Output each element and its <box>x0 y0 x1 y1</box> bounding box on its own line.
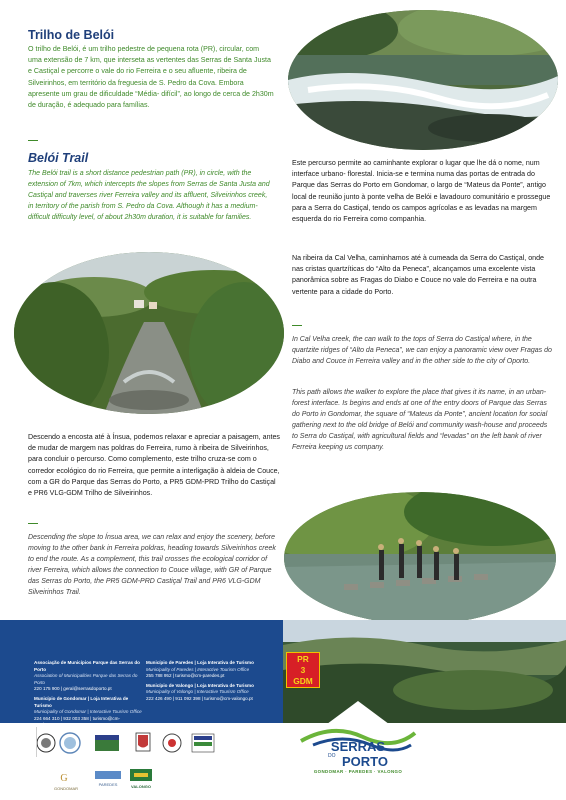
left-en-paragraph: Descending the slope to Ínsua area, we can relax and enjoy the scenery, before moving to the other bank in Ferreira poldras, heading towards Silveirinhos creek to end the route. As a complement, this trail crosses the ecological corridor of river Ferreira, which allows the connection to Couce village, with GR of Parque das Serras do Porto, the PR5 GDM-PRD Castiçal Trail and PR6 VLG-GDM Silveirinhos Trail. <box>28 534 276 597</box>
section-title-pt: Trilho de Belói <box>28 28 115 42</box>
left-pt-paragraph: Descendo a encosta até à Ínsua, podemos relaxar e apreciar a paisagem, antes de mudar de margem nas poldras do Ferreira, rumo à ribeira de Silveirinhos, para concluir o percurso. Como complemento, este trilho cruza-se com o corredor ecológico do rio Ferreira, que permite a interligação à aldeia de Couce, com a GR do Parque das Serras do Porto, a PR5 GDM-PRD Trilho do Castiçal e PR6 VLG-GDM Trilho de Silveirinhos. <box>28 433 280 498</box>
contact-name: Associação de Municípios Parque das Serras do Porto <box>34 660 140 672</box>
contact-block-1 <box>34 660 144 729</box>
right-pt-paragraph-2: Na ribeira da Cal Velha, caminhamos até à cumeada da Serra do Castiçal, onde nas cristas quartzíticas do “Alto da Peneca”, alcançamos uma excelente vista panorâmica sobre as Fragas do Diabo e Couce no vale do Ferreira e na outra vertente para a cidade do Porto. <box>292 254 544 296</box>
svg-text:G: G <box>60 773 68 784</box>
intro-en: The Belói trail is a short distance pedestrian path (PR), in circle, with the extension of 7km, which intercepts the slopes from Serras de Santa Justa and Castiçal and traverses river Ferreira valley and its affluent, Silveirinhos creek, in territory of the parish from S. Pedro da Cova. Although it has a medium-difficult difficulty level, of about 2h30m duration, it is suitable for families. <box>28 170 270 222</box>
hikers-crossing-photo <box>284 492 556 624</box>
pr-trail-badge <box>286 652 320 688</box>
contact-block-2 <box>146 660 266 703</box>
pr-badge-line: GDM <box>293 675 313 686</box>
intro-pt: O trilho de Belói, é um trilho pedestre de pequena rota (PR), circular, com uma extensão de 7 km, que interseta as vertentes das Serras de Santa Justa e Castiçal e percorre o vale do rio Ferreira e o seu afluente, ribeira de Silveirinhos, em território da freguesia de S. Pedro da Cova. Embora apresente um grau de dificuldade “Média- difícil”, ao longo de cerca de 2h30m de duração, é adequado para famílias. <box>28 45 274 110</box>
europe-flag-logo <box>95 735 119 751</box>
trail-label-subtitle: REDE DE PERCURSOS PEDESTRES <box>451 752 543 757</box>
right-pt-paragraph-1: Este percurso permite ao caminhante explorar o lugar que lhe dá o nome, num interface urbano- florestal. Inicia-se e termina numa das portas de entrada do Parque das Serras do Porto em Gondomar, o largo de “Mateus da Ponte”, antigo local de reunião junto à ponte velha de Belói e lavadouro comunitário e prossegue para a Serra do Castiçal, tendo os campos agrícolas e as levadas na margem esquerda do rio Ferreira como companhia. <box>292 159 551 224</box>
brand-name-line1: SERRAS <box>330 739 386 754</box>
contact-phone: 222 426 490 | 911 092 398 | turismo@cm-valongo.pt <box>146 695 253 701</box>
circle-logo-2 <box>60 733 80 753</box>
separator <box>292 325 302 326</box>
waterfall-photo <box>288 10 558 150</box>
separator <box>28 523 38 524</box>
pr-badge-line: 3 <box>300 664 306 675</box>
section-title-en: Belói Trail <box>28 151 89 165</box>
contact-phone: 224 664 310 | 932 003 358 | turismo@cm- <box>34 715 120 721</box>
shield-logo <box>136 733 150 751</box>
valongo-logo-label: VALONGO <box>131 784 151 789</box>
seal-logo <box>37 734 55 752</box>
contact-name: Município de Paredes | Loja Interativa de Turismo <box>146 660 254 665</box>
contact-name: Município de Gondomar | Loja Interativa de Turismo <box>34 695 129 708</box>
pr-badge-line: PR <box>297 654 309 664</box>
contact-phone: 255 788 952 | turismo@cm-paredes.pt <box>146 673 225 679</box>
brand-name-line2: PORTO <box>341 754 388 769</box>
contact-sub: Association of Municipalities Parque das Serras do Porto <box>34 673 138 685</box>
trail-label-line1: TRILHO DE <box>461 758 533 772</box>
trail-label <box>432 752 562 786</box>
paredes-logo <box>95 771 121 779</box>
right-en-paragraph-2: This path allows the walker to explore the place that gives it its name, in an urban-forest interface. Is begins and ends at one of the entry doors of Parque das Serras do Porto in Gondomar, the square of “Mateus da Ponte”, ancient location for social gathering next to the old bridge of Belói and community wash-house and proceeds to Serra do Castiçal, with agricultural fields and “levadas” on the left bank of river Ferreira keeping us company. <box>292 389 548 452</box>
paredes-logo-label: PAREDES <box>98 782 118 787</box>
trail-label-line2: BELÓI <box>477 772 517 787</box>
contact-sub: Municipality of Valongo | Interactive Tourism Office <box>146 689 249 695</box>
circle-logo <box>163 734 181 752</box>
valongo-logo <box>130 769 152 781</box>
brand-towns: GONDOMAR · PAREDES · VALONGO <box>313 769 403 774</box>
gondomar-logo-label: GONDOMAR <box>54 786 78 791</box>
serras-do-porto-logo <box>283 693 433 800</box>
contact-phone: 220 175 900 | geral@serrasdoporto.pt <box>34 686 112 692</box>
gondomar-logo <box>60 773 67 784</box>
contact-name: Município de Valongo | Loja Interativa de Turismo <box>146 682 254 688</box>
flag-box-logo <box>192 734 214 752</box>
river-village-photo <box>14 252 284 414</box>
brand-name-small: DO <box>328 753 336 759</box>
contact-sub: Municipality of Paredes | Interactive Tourism Office <box>146 666 250 672</box>
right-en-paragraph-1: In Cal Velha creek, the can walk to the tops of Serra do Castiçal where, in the quartzite ridges of “Alto da Peneca”, we can enjoy a panoramic view over Fragas do Diabo and Couce in Ferreira valley and in the other side to the city of Oporto. <box>292 336 552 366</box>
contact-sub: Municipality of Gondomar | Interactive Tourism Office <box>34 709 142 715</box>
separator <box>28 140 38 141</box>
